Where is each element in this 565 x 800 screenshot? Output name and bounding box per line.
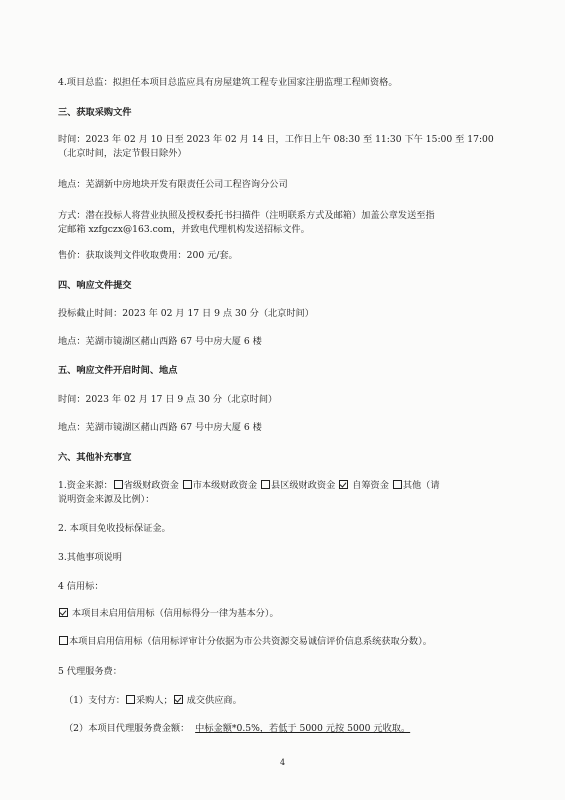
checkbox-self-raised[interactable] xyxy=(339,480,348,489)
acquire-time-note: （北京时间，法定节假日除外） xyxy=(58,148,187,159)
fee-amount-line xyxy=(64,722,410,735)
acquire-method-line-2: 定邮箱 xzfgczx@163.com，并致电代理机构发送招标文件。 xyxy=(58,224,310,235)
other-matters-line: 3.其他事项说明 xyxy=(58,552,122,563)
section-heading-3: 三、获取采购文件 xyxy=(58,107,132,118)
checkbox-supplier[interactable] xyxy=(174,695,183,704)
funding-option-municipal: 市本级财政资金 xyxy=(192,480,258,491)
credit-option-2: 本项目启用信用标（信用标评审计分依据为市公共资源交易诚信评价信息系统获取分数）。 xyxy=(69,636,432,647)
payer-option-supplier: 成交供应商。 xyxy=(186,695,242,706)
funding-option-provincial: 省级财政资金 xyxy=(123,480,179,491)
bid-deadline-line: 投标截止时间：2023 年 02 月 17 日 9 点 30 分（北京时间） xyxy=(58,308,314,319)
funding-option-other: 其他（请 xyxy=(402,480,440,491)
acquire-time-line: 时间：2023 年 02 月 10 日至 2023 年 02 月 14 日，工作日上午 08:30 至 11:30 下午 15:00 至 17:00 xyxy=(58,134,494,145)
page-number: 4 xyxy=(279,758,286,767)
acquire-location-line: 地点：芜湖新中房地块开发有限责任公司工程咨询分公司 xyxy=(58,179,288,190)
funding-source-line-2: 说明资金来源及比例）： xyxy=(58,494,155,505)
project-director-line: 4.项目总监：拟担任本项目总监应具有房屋建筑工程专业国家注册监理工程师资格。 xyxy=(58,77,398,88)
payer-prefix: （1）支付方： xyxy=(64,695,125,706)
bid-location-line: 地点：芜湖市镜湖区赭山西路 67 号中房大厦 6 楼 xyxy=(58,336,262,347)
checkbox-municipal[interactable] xyxy=(183,480,192,489)
funding-prefix: 1.资金来源： xyxy=(58,480,113,491)
credit-option-1-line xyxy=(58,607,279,620)
price-line: 售价：获取谈判文件收取费用：200 元/套。 xyxy=(58,250,238,261)
funding-option-self-raised: 自筹资金 xyxy=(352,480,389,491)
opening-location-line: 地点：芜湖市镜湖区赭山西路 67 号中房大厦 6 楼 xyxy=(58,422,262,433)
section-heading-5: 五、响应文件开启时间、地点 xyxy=(58,365,178,376)
opening-time-line: 时间：2023 年 02 月 17 日 9 点 30 分（北京时间） xyxy=(58,394,278,405)
checkbox-credit-disabled[interactable] xyxy=(59,608,68,617)
payer-line xyxy=(64,694,242,707)
section-heading-6: 六、其他补充事宜 xyxy=(58,452,132,463)
funding-option-county: 县区级财政资金 xyxy=(270,480,336,491)
checkbox-purchaser[interactable] xyxy=(126,695,135,704)
credit-option-2-line xyxy=(58,635,432,648)
bid-bond-line: 2. 本项目免收投标保证金。 xyxy=(58,523,171,534)
fee-amount-value: 中标金额*0.5%，若低于 5000 元按 5000 元收取。 xyxy=(195,723,411,734)
acquire-method-line: 方式：潜在投标人将营业执照及授权委托书扫描件（注明联系方式及邮箱）加盖公章发送至指 xyxy=(58,210,435,221)
checkbox-other[interactable] xyxy=(393,480,402,489)
payer-option-purchaser: 采购人； xyxy=(135,695,173,706)
checkbox-provincial[interactable] xyxy=(114,480,123,489)
checkbox-credit-enabled[interactable] xyxy=(59,636,68,645)
fee-amount-prefix: （2）本项目代理服务费金额： xyxy=(64,723,190,734)
section-heading-4: 四、响应文件提交 xyxy=(58,280,132,291)
funding-source-line xyxy=(58,479,440,492)
credit-option-1: 本项目未启用信用标（信用标得分一律为基本分）。 xyxy=(71,608,279,619)
agency-fee-heading: 5 代理服务费： xyxy=(58,666,122,677)
credit-heading: 4 信用标： xyxy=(58,581,104,592)
checkbox-county[interactable] xyxy=(261,480,270,489)
